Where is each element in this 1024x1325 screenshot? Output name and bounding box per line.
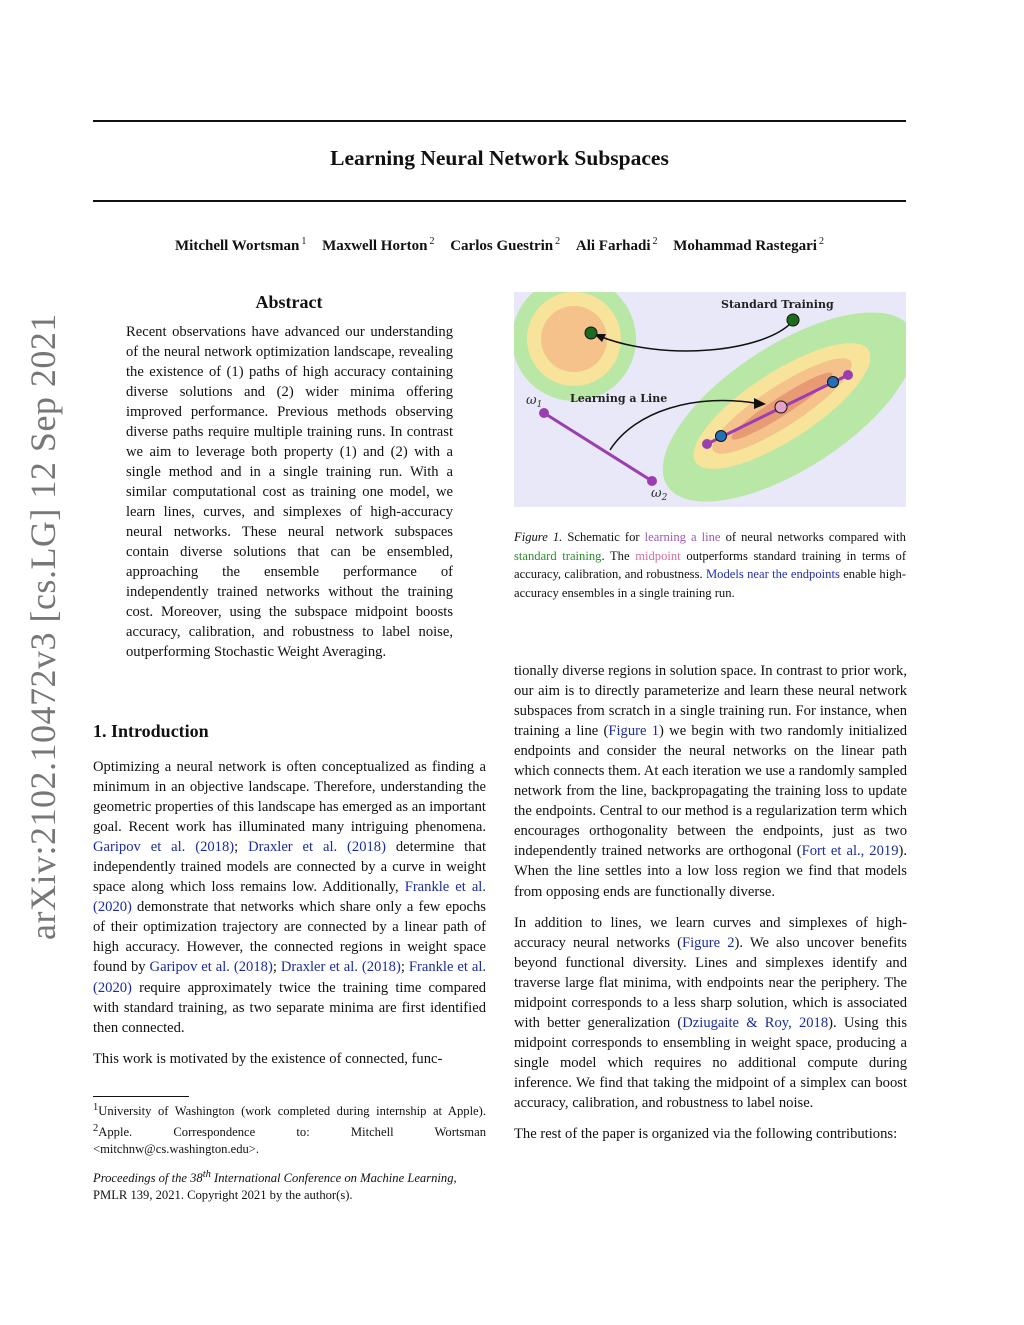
figure-1-schematic — [514, 292, 906, 507]
label-omega-1: $\omega_1$ — [526, 393, 543, 410]
footnote: $^1$University of Washington (work completed during internship at Apple). $^2$Apple. Correspondence to: Mitchell Wortsman <mitchnw@cs.washington.edu>. — [93, 1102, 486, 1157]
arxiv-stamp: arXiv:2102.10472v3 [cs.LG] 12 Sep 2021 — [23, 313, 63, 940]
author: Ali Farhadi $^2$ — [575, 236, 658, 254]
top-rule — [93, 120, 906, 122]
citation-link[interactable]: Garipov et al. (2018) — [93, 839, 235, 856]
citation-link[interactable]: Frankle et al. (2020) — [93, 959, 487, 996]
title-bottom-rule — [93, 200, 906, 202]
proceedings-note: Proceedings of the 38th International Conference on Machine Learning, PMLR 139, 2021. Copyright 2021 by the author(s). — [93, 1169, 457, 1203]
intro-heading: 1. Introduction — [93, 721, 209, 741]
figure-1 — [514, 292, 906, 507]
label-omega-2: $\omega_2$ — [651, 486, 668, 503]
figure-link[interactable]: Figure 2 — [682, 934, 735, 951]
intro-paragraph-3: tionally diverse regions in solution space. In contrast to prior work, our aim is to directly parameterize and learn these neural network subspaces from scratch in a single training run. For instance, when training a line (Figure 1) we begin with two randomly initialized endpoints and consider the neural networks on the linear path which connects them. At each iteration we use a randomly sampled network from the line, backpropagating the training loss to update the endpoints. Central to our method is a regularization term which encourages orthogonality between the endpoints, just as two independently trained networks are orthogonal (Fort et al., 2019). When the line settles into a low loss region we find that models from opposing ends are functionally diverse. — [514, 663, 908, 900]
citation-link[interactable]: Draxler et al. (2018) — [248, 839, 386, 856]
intro-paragraph-5: The rest of the paper is organized via the following contributions: — [514, 1126, 898, 1143]
near-endpoint-model-2 — [828, 377, 839, 388]
standard-basin-inner — [541, 306, 607, 372]
abstract-heading: Abstract — [255, 292, 323, 312]
learned-endpoint-1 — [702, 439, 712, 449]
right-column — [514, 661, 907, 1155]
figure-1-caption: Figure 1. Schematic for learning a line of neural networks compared with standard training. The midpoint outperforms standard training in terms of accuracy, calibration, and robustness. Models near the endpoints enable high-accuracy ensembles in a single training run. — [514, 530, 907, 600]
citation-link[interactable]: Frankle et al. (2020) — [93, 879, 487, 916]
author: Mohammad Rastegari $^2$ — [673, 236, 824, 254]
midpoint-model — [775, 401, 787, 413]
citation-link[interactable]: Dziugaite & Roy, 2018 — [682, 1014, 829, 1031]
initial-endpoint-2 — [647, 476, 657, 486]
author: Mitchell Wortsman $^1$ — [175, 236, 307, 254]
citation-link[interactable]: Fort et al., 2019 — [801, 843, 899, 860]
citation-link[interactable]: Draxler et al. (2018) — [280, 959, 401, 976]
author: Maxwell Horton $^2$ — [322, 236, 435, 254]
intro-paragraph-2: This work is motivated by the existence of connected, func- — [93, 1050, 443, 1067]
footnote-rule — [93, 1096, 189, 1097]
intro-paragraph-4: In addition to lines, we learn curves and simplexes of high-accuracy neural networks (Figure 2). We also uncover benefits beyond functional diversity. Lines and simplexes identify and traverse large flat minima, with endpoints near the periphery. The midpoint corresponds to a less sharp solution, which is associated with better generalization (Dziugaite & Roy, 2018). Using this midpoint corresponds to ensembling in weight space, producing a single model which requires no additional compute during inference. We find that taking the midpoint of a simplex can boost accuracy, calibration, and robustness to label noise. — [514, 914, 908, 1111]
standard-trained-model — [585, 327, 597, 339]
label-learning-line: Learning a Line — [570, 392, 668, 405]
paper-title: Learning Neural Network Subspaces — [330, 146, 669, 170]
figure-link[interactable]: Figure 1 — [608, 723, 660, 740]
left-column — [93, 757, 486, 1080]
label-standard-training: Standard Training — [721, 298, 834, 311]
intro-paragraph-1: Optimizing a neural network is often conceptualized as finding a minimum in an objective landscape. Therefore, understanding the geometric properties of this landscape has emerged as an important goal. Recent work has illuminated many intriguing phenomena. Garipov et al. (2018); Draxler et al. (2018) determine that independently trained models are connected by a curve in weight space along which loss remains low. Additionally, Frankle et al. (2020) demonstrate that networks which share only a few epochs of their optimization trajectory are connected by a linear path of high accuracy. However, the connected regions in weight space found by Garipov et al. (2018); Draxler et al. (2018); Frankle et al. (2020) require approximately twice the training time compared with standard training, as two separate minima are first identified then connected. — [93, 759, 487, 1036]
author-list — [93, 236, 906, 255]
citation-link[interactable]: Garipov et al. (2018) — [149, 959, 273, 976]
abstract-text: Recent observations have advanced our understanding of the neural network optimization landscape, revealing the existence of (1) paths of high accuracy containing diverse solutions and (2) wider minima offering improved performance. Previous methods observing diverse paths require multiple training runs. In contrast we aim to leverage both property (1) and (2) with a single method and in a single training run. With a similar computational cost as training one model, we learn lines, curves, and simplexes of high-accuracy neural networks. These neural network subspaces contain diverse solutions that can be ensembled, approaching the ensemble performance of independently trained networks without the training cost. Moreover, using the subspace midpoint boosts accuracy, calibration, and robustness to label noise, outperforming Stochastic Weight Averaging. — [126, 324, 453, 660]
standard-init-model — [787, 314, 799, 326]
near-endpoint-model-1 — [716, 431, 727, 442]
learned-endpoint-2 — [843, 370, 853, 380]
author: Carlos Guestrin $^2$ — [450, 236, 561, 254]
